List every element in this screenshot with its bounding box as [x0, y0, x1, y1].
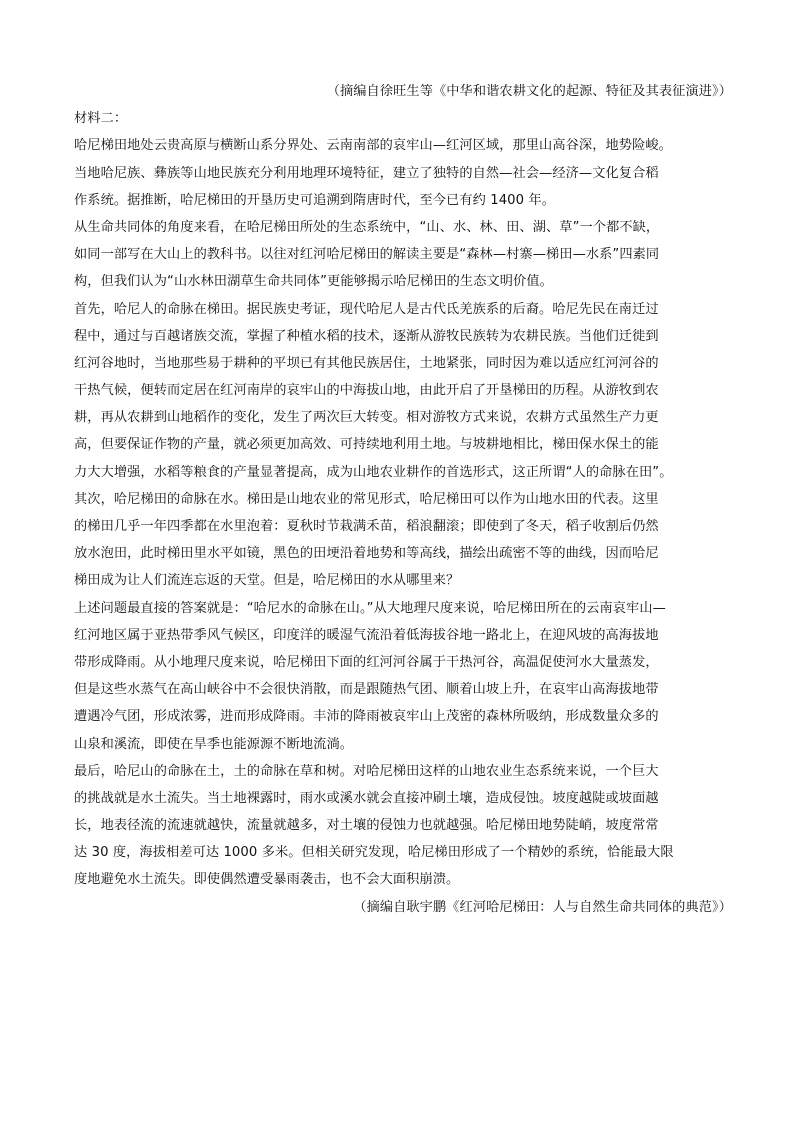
text-line: 山泉和溪流，即使在旱季也能源源不断地流淌。 — [74, 736, 354, 752]
text-line: 红河谷地时，当地那些易于耕种的平坝已有其他民族居住，土地紧张，同时因为难以适应红河河谷的 — [74, 355, 659, 371]
text-line: 干热气候，便转而定居在红河南岸的哀牢山的中海拔山地，由此开启了开垦梯田的历程。从游牧到农 — [74, 383, 659, 399]
text-line: 但是这些水蒸气在高山峡谷中不会很快消散，而是跟随热气团、顺着山坡上升，在哀牢山高海拔地带 — [74, 682, 659, 698]
source-citation-2: （摘编自耿宇鹏《红河哈尼梯田：人与自然生命共同体的典范》） — [353, 899, 732, 915]
text-line: 耕，再从农耕到山地稻作的变化，发生了两次巨大转变。相对游牧方式来说，农耕方式虽然生产力更 — [74, 410, 659, 426]
text-line: 红河地区属于亚热带季风气候区，印度洋的暖湿气流沿着低海拔谷地一路北上，在迎风坡的高海拔地 — [74, 627, 659, 643]
text-line: 带形成降雨。从小地理尺度来说，哈尼梯田下面的红河河谷属于干热河谷，高温促使河水大量蒸发， — [74, 654, 659, 670]
section-heading: 材料二： — [74, 111, 128, 127]
text-line: 遭遇冷气团，形成浓雾，进而形成降雨。丰沛的降雨被哀牢山上茂密的森林所吸纳，形成数量众多的 — [74, 709, 659, 725]
text-line: 的梯田几乎一年四季都在水里泡着：夏秋时节栽满禾苗，稻浪翻滚；即使到了冬天，稻子收割后仍然 — [74, 519, 659, 534]
text-line: 首先，哈尼人的命脉在梯田。据民族史考证，现代哈尼人是古代氐羌族系的后裔。哈尼先民在南迁过 — [74, 301, 659, 317]
text-line: 达 30 度，海拔相差可达 1000 多米。但相关研究发现，哈尼梯田形成了一个精妙的系统，恰能最大限 — [74, 845, 674, 861]
text-line: 放水泡田，此时梯田里水平如镜，黑色的田埂沿着地势和等高线，描绘出疏密不等的曲线，因而哈尼 — [74, 546, 659, 562]
text-line: 上述问题最直接的答案就是：“哈尼水的命脉在山。”从大地理尺度来说，哈尼梯田所在的云南哀牢山— — [74, 600, 666, 616]
document-page — [74, 78, 734, 921]
text-line: 哈尼梯田地处云贵高原与横断山系分界处、云南南部的哀牢山—红河区域，那里山高谷深，地势险峻。 — [74, 138, 672, 154]
text-line: 力大大增强，水稻等粮食的产量显著提高，成为山地农业耕作的首选形式，这正所谓“人的命脉在田”。 — [74, 464, 673, 480]
text-line: 从生命共同体的角度来看，在哈尼梯田所处的生态系统中，“山、水、林、田、湖、草”一个都不缺， — [74, 219, 660, 235]
text-line: 长，地表径流的流速就越快，流量就越多，对土壤的侵蚀力也就越强。哈尼梯田地势陡峭，坡度常常 — [74, 818, 659, 834]
text-line: 的挑战就是水土流失。当土地裸露时，雨水或溪水就会直接冲刷土壤，造成侵蚀。坡度越陡或坡面越 — [74, 790, 659, 806]
text-line: 其次，哈尼梯田的命脉在水。梯田是山地农业的常见形式，哈尼梯田可以作为山地水田的代表。这里 — [74, 491, 659, 507]
text-line: 作系统。据推断，哈尼梯田的开垦历史可追溯到隋唐时代，至今已有约 1400 年。 — [74, 192, 556, 208]
text-line: 构，但我们认为“山水林田湖草生命共同体”更能够揭示哈尼梯田的生态文明价值。 — [74, 274, 553, 290]
text-line: 高，但要保证作物的产量，就必须更加高效、可持续地利用土地。与坡耕地相比，梯田保水保土的能 — [74, 437, 659, 453]
text-line: 梯田成为让人们流连忘返的天堂。但是，哈尼梯田的水从哪里来？ — [74, 573, 460, 589]
text-line: 度地避免水土流失。即使偶然遭受暴雨袭击，也不会大面积崩溃。 — [74, 872, 460, 888]
text-line: 当地哈尼族、彝族等山地民族充分利用地理环境特征，建立了独特的自然—社会—经济—文化复合稻 — [74, 165, 659, 181]
source-citation-1: （摘编自徐旺生等《中华和谐农耕文化的起源、特征及其表征演进》） — [326, 84, 732, 99]
text-line: 如同一部写在大山上的教科书。以往对红河哈尼梯田的解读主要是“森林—村寨—梯田—水系”四素同 — [74, 247, 660, 263]
text-line: 程中，通过与百越诸族交流，掌握了种植水稻的技术，逐渐从游牧民族转为农耕民族。当他们迁徙到 — [74, 328, 659, 344]
text-line: 最后，哈尼山的命脉在土，土的命脉在草和树。对哈尼梯田这样的山地农业生态系统来说，一个巨大 — [74, 763, 659, 779]
